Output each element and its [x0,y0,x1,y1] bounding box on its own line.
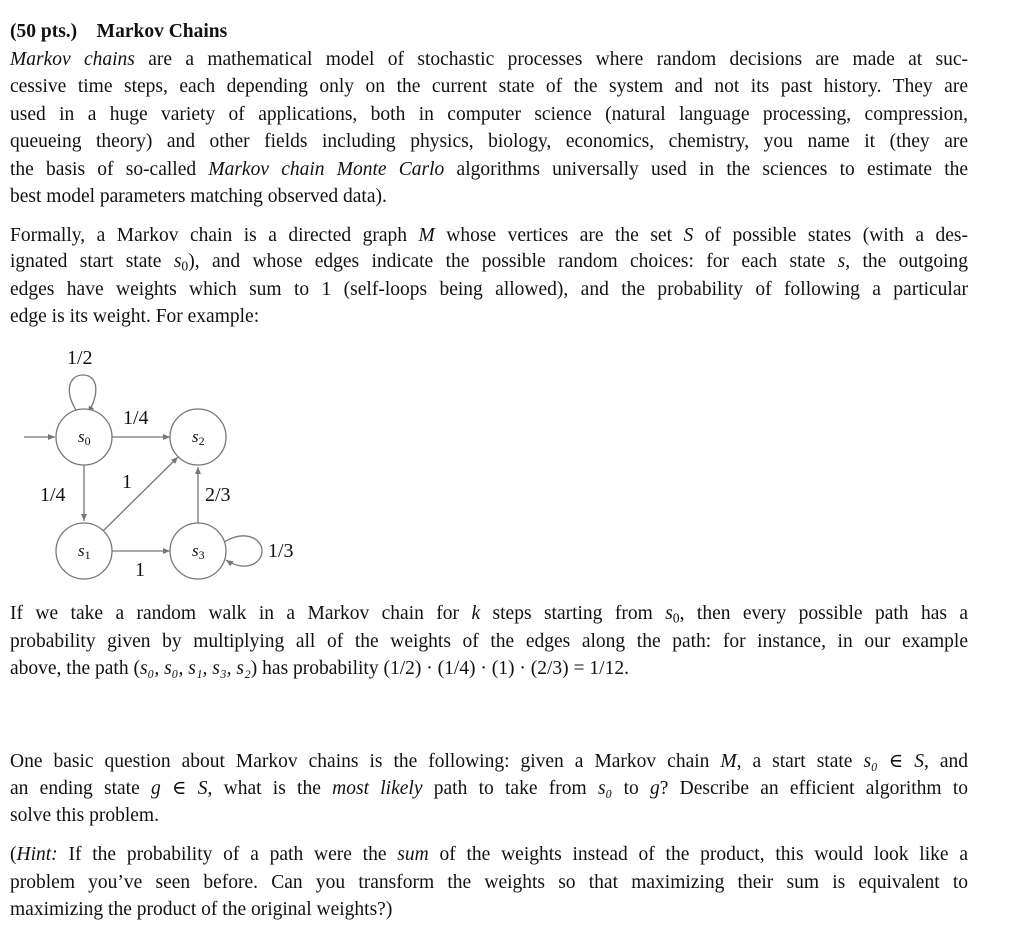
markov-chain-diagram [0,335,320,595]
problem-title: Markov Chains [96,21,228,42]
state-s0-label: s0 [78,427,91,448]
para2-line3: edges have weights which sum to 1 (self-loops being allowed), and the probability of following a particular [10,279,968,300]
para4-line2: an ending state g ∈ S, what is the most likely path to take from s₀ to g? Describe an efficient algorithm to [10,778,969,799]
para3-line2: probability given by multiplying all of the weights of the edges along the path: for instance, in our example [10,631,968,652]
para3-line3: above, the path (s₀, s₀, s₁, s₃, s₂) has probability (1/2) · (1/4) · (1) · (2/3) = 1/12. [10,658,629,679]
para2-line1: Formally, a Markov chain is a directed graph M whose vertices are the set S of possible states (with a des- [10,225,968,246]
para1-line3: used in a huge variety of applications, both in computer science (natural language processing, compression, [10,104,968,125]
weight-s0-loop: 1/2 [67,347,93,369]
points-label: (50 pts.) [10,21,78,42]
para2-line2: ignated start state $s_0$), and whose edges indicate the possible random choices: for each state s, the outgoing [10,251,968,274]
weight-s3-s2: 2/3 [205,484,231,506]
weight-s0-s2: 1/4 [123,407,149,429]
edge-s1-s2 [103,457,178,531]
para1-line1: Markov chains are a mathematical model of stochastic processes where random decisions are made at suc- [10,49,968,70]
weight-s3-loop: 1/3 [268,540,294,562]
state-s2-label: s2 [192,427,205,448]
edge-s3-loop [224,536,262,566]
weight-s0-s1: 1/4 [40,484,66,506]
weight-s1-s3: 1 [135,559,145,581]
hint-line1: (Hint: If the probability of a path were the sum of the weights instead of the product, this would look like a [10,844,968,865]
para1-line5: the basis of so-called Markov chain Monte Carlo algorithms universally used in the sciences to estimate the [10,159,969,180]
edge-s0-loop [69,375,95,413]
para2-line4: edge is its weight. For example: [10,306,260,327]
state-s1-label: s1 [78,541,91,562]
para1-line6: best model parameters matching observed data). [10,186,387,207]
weight-s1-s2: 1 [122,471,132,493]
para3-line1: If we take a random walk in a Markov chain for k steps starting from $s_0$, then every possible path has a [10,603,969,626]
para4-line1: One basic question about Markov chains is the following: given a Markov chain M, a start state s₀ ∈ S, and [10,751,968,772]
hint-line3: maximizing the product of the original weights?) [10,899,393,920]
para1-line2: cessive time steps, each depending only on the current state of the system and not its past history. They are [10,76,968,97]
state-s3-label: s3 [192,541,205,562]
hint-line2: problem you’ve seen before. Can you transform the weights so that maximizing their sum is equivalent to [10,872,968,893]
para4-line3: solve this problem. [10,805,159,826]
para1-line4: queueing theory) and other fields including physics, biology, economics, chemistry, you name it (they are [10,131,968,152]
problem-heading [10,22,227,42]
